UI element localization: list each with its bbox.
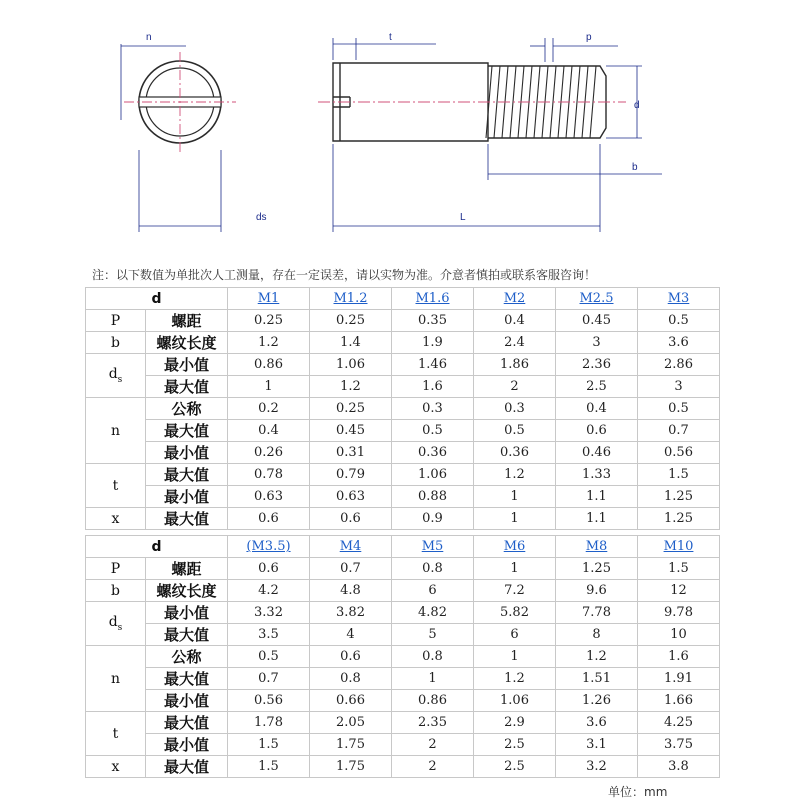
table-cell: 2.36 xyxy=(556,354,638,376)
row-symbol-ds: $d_s$ xyxy=(86,602,146,646)
table-cell: 3.82 xyxy=(310,602,392,624)
row-symbol: P xyxy=(86,558,146,580)
table-cell: 0.5 xyxy=(474,420,556,442)
table-cell: 0.7 xyxy=(638,420,720,442)
table-cell: 0.26 xyxy=(228,442,310,464)
table-cell: 0.6 xyxy=(310,646,392,668)
table-cell: 3 xyxy=(638,376,720,398)
table-cell: 1.06 xyxy=(310,354,392,376)
dim-label-p: p xyxy=(586,32,592,43)
table-cell: 1.2 xyxy=(474,464,556,486)
table-cell: 12 xyxy=(638,580,720,602)
row-label: 螺距 xyxy=(146,310,228,332)
table-cell: 4.25 xyxy=(638,712,720,734)
table-cell: 8 xyxy=(556,624,638,646)
table-cell: 1.25 xyxy=(556,558,638,580)
table-cell: 0.9 xyxy=(392,508,474,530)
row-label: 最大值 xyxy=(146,712,228,734)
table-cell: 4.82 xyxy=(392,602,474,624)
table-cell: 0.5 xyxy=(638,398,720,420)
table-cell: 1.9 xyxy=(392,332,474,354)
dim-label-n: n xyxy=(146,32,152,43)
unit-label: 单位：mm xyxy=(608,785,668,799)
table-cell: 1 xyxy=(392,668,474,690)
table-cell: 0.45 xyxy=(310,420,392,442)
table-cell: 1.25 xyxy=(638,508,720,530)
table-cell: 2.4 xyxy=(474,332,556,354)
size-m8[interactable]: M8 xyxy=(556,536,638,558)
table-cell: 1.6 xyxy=(638,646,720,668)
table-cell: 0.6 xyxy=(228,558,310,580)
table-row xyxy=(86,464,720,486)
table-cell: 3.75 xyxy=(638,734,720,756)
table-cell: 1 xyxy=(474,508,556,530)
row-symbol: t xyxy=(86,464,146,508)
row-label: 螺距 xyxy=(146,558,228,580)
table-cell: 0.4 xyxy=(228,420,310,442)
row-label: 最大值 xyxy=(146,464,228,486)
header-symbol: d xyxy=(86,288,228,310)
dim-label-t: t xyxy=(389,32,392,43)
table-cell: 9.78 xyxy=(638,602,720,624)
table-cell: 1.5 xyxy=(638,464,720,486)
table-cell: 0.6 xyxy=(556,420,638,442)
row-label: 最小值 xyxy=(146,354,228,376)
table-cell: 1.5 xyxy=(638,558,720,580)
table-cell: 1.46 xyxy=(392,354,474,376)
table-cell: 1 xyxy=(474,646,556,668)
table-cell: 2.5 xyxy=(474,734,556,756)
size-m6[interactable]: M6 xyxy=(474,536,556,558)
table-row xyxy=(86,398,720,420)
table-cell: 9.6 xyxy=(556,580,638,602)
end-view xyxy=(124,52,236,155)
table-cell: 0.7 xyxy=(228,668,310,690)
table-row xyxy=(86,690,720,712)
table-row xyxy=(86,624,720,646)
row-label: 最大值 xyxy=(146,624,228,646)
dim-label-ds: ds xyxy=(256,212,267,223)
row-symbol: t xyxy=(86,712,146,756)
table-cell: 4.8 xyxy=(310,580,392,602)
table-cell: 0.86 xyxy=(392,690,474,712)
table-cell: 1.91 xyxy=(638,668,720,690)
size-m1-6[interactable]: M1.6 xyxy=(392,288,474,310)
size-m1-2[interactable]: M1.2 xyxy=(310,288,392,310)
table-cell: 1.2 xyxy=(474,668,556,690)
table-cell: 5 xyxy=(392,624,474,646)
table-cell: 1.06 xyxy=(474,690,556,712)
table-cell: 0.4 xyxy=(474,310,556,332)
table-cell: 3.6 xyxy=(556,712,638,734)
size-m10[interactable]: M10 xyxy=(638,536,720,558)
table-cell: 0.36 xyxy=(474,442,556,464)
table-row xyxy=(86,712,720,734)
table-cell: 1.86 xyxy=(474,354,556,376)
table-cell: 4 xyxy=(310,624,392,646)
table-cell: 1.2 xyxy=(228,332,310,354)
table-cell: 4.2 xyxy=(228,580,310,602)
row-symbol: P xyxy=(86,310,146,332)
table-cell: 1.66 xyxy=(638,690,720,712)
table-cell: 10 xyxy=(638,624,720,646)
size-m3-5[interactable]: (M3.5) xyxy=(228,536,310,558)
dim-label-d: d xyxy=(634,100,640,111)
table-cell: 1.26 xyxy=(556,690,638,712)
table-cell: 2.5 xyxy=(474,756,556,778)
row-symbol: n xyxy=(86,646,146,712)
row-label: 最小值 xyxy=(146,734,228,756)
table-cell: 1 xyxy=(474,558,556,580)
side-view-dimensions xyxy=(333,38,662,232)
row-symbol: x xyxy=(86,756,146,778)
size-m2-5[interactable]: M2.5 xyxy=(556,288,638,310)
row-label: 最小值 xyxy=(146,690,228,712)
table-cell: 0.86 xyxy=(228,354,310,376)
table-cell: 1.5 xyxy=(228,734,310,756)
table-row xyxy=(86,486,720,508)
table-cell: 1 xyxy=(474,486,556,508)
disclaimer-note: 注：以下数值为单批次人工测量，存在一定误差，请以实物为准。介意者慎拍或联系客服咨询！ xyxy=(92,268,597,282)
table-cell: 0.56 xyxy=(638,442,720,464)
table-cell: 1.75 xyxy=(310,756,392,778)
table-cell: 0.8 xyxy=(392,558,474,580)
table-cell: 0.36 xyxy=(392,442,474,464)
table-cell: 2.86 xyxy=(638,354,720,376)
table-cell: 1.33 xyxy=(556,464,638,486)
size-m2[interactable]: M2 xyxy=(474,288,556,310)
table-cell: 3.6 xyxy=(638,332,720,354)
table-row xyxy=(86,602,720,624)
table-cell: 2.35 xyxy=(392,712,474,734)
size-m1[interactable]: M1 xyxy=(228,288,310,310)
table-row xyxy=(86,310,720,332)
table-row xyxy=(86,332,720,354)
table-cell: 1.1 xyxy=(556,486,638,508)
table-cell: 0.63 xyxy=(310,486,392,508)
table-row xyxy=(86,442,720,464)
table-cell: 0.5 xyxy=(392,420,474,442)
table-cell: 3.2 xyxy=(556,756,638,778)
size-m4[interactable]: M4 xyxy=(310,536,392,558)
table-cell: 0.4 xyxy=(556,398,638,420)
dim-label-b: b xyxy=(632,162,638,173)
table-row xyxy=(86,756,720,778)
table-cell: 2.05 xyxy=(310,712,392,734)
table-cell: 0.7 xyxy=(310,558,392,580)
screw-technical-drawing xyxy=(0,0,807,260)
table-cell: 0.25 xyxy=(310,310,392,332)
header-symbol: d xyxy=(86,536,228,558)
row-label: 最大值 xyxy=(146,376,228,398)
table-cell: 3.5 xyxy=(228,624,310,646)
row-label: 最大值 xyxy=(146,508,228,530)
table-row xyxy=(86,734,720,756)
table-cell: 3.8 xyxy=(638,756,720,778)
row-label: 最小值 xyxy=(146,442,228,464)
table-cell: 6 xyxy=(392,580,474,602)
row-label: 最小值 xyxy=(146,486,228,508)
table-cell: 0.79 xyxy=(310,464,392,486)
row-label: 最小值 xyxy=(146,602,228,624)
table-row xyxy=(86,376,720,398)
table-row xyxy=(86,580,720,602)
table-cell: 2.9 xyxy=(474,712,556,734)
table-cell: 0.5 xyxy=(228,646,310,668)
table-cell: 2 xyxy=(392,734,474,756)
row-label: 最大值 xyxy=(146,420,228,442)
table-cell: 0.3 xyxy=(474,398,556,420)
row-symbol: b xyxy=(86,580,146,602)
table-cell: 1.78 xyxy=(228,712,310,734)
table-header-row xyxy=(86,288,720,310)
table-cell: 2.5 xyxy=(556,376,638,398)
row-label: 螺纹长度 xyxy=(146,332,228,354)
table-cell: 3.1 xyxy=(556,734,638,756)
table-cell: 1.4 xyxy=(310,332,392,354)
table-cell: 6 xyxy=(474,624,556,646)
table-cell: 0.25 xyxy=(310,398,392,420)
spec-table-2 xyxy=(85,535,720,778)
table-cell: 0.78 xyxy=(228,464,310,486)
table-cell: 0.66 xyxy=(310,690,392,712)
table-row xyxy=(86,558,720,580)
table-cell: 7.2 xyxy=(474,580,556,602)
row-label: 最大值 xyxy=(146,668,228,690)
table-cell: 1.5 xyxy=(228,756,310,778)
table-cell: 0.63 xyxy=(228,486,310,508)
end-view-dimensions xyxy=(121,44,221,232)
dim-label-L: L xyxy=(460,212,466,223)
table-cell: 7.78 xyxy=(556,602,638,624)
spec-table-1 xyxy=(85,287,720,530)
table-cell: 1.2 xyxy=(310,376,392,398)
table-cell: 0.88 xyxy=(392,486,474,508)
table-cell: 0.25 xyxy=(228,310,310,332)
table-cell: 0.45 xyxy=(556,310,638,332)
row-label: 最大值 xyxy=(146,756,228,778)
row-symbol: x xyxy=(86,508,146,530)
table-cell: 0.46 xyxy=(556,442,638,464)
table-cell: 3.32 xyxy=(228,602,310,624)
table-row xyxy=(86,420,720,442)
table-cell: 0.2 xyxy=(228,398,310,420)
table-cell: 2 xyxy=(392,756,474,778)
table-row xyxy=(86,646,720,668)
table-cell: 5.82 xyxy=(474,602,556,624)
row-symbol-ds: $d_s$ xyxy=(86,354,146,398)
row-symbol: n xyxy=(86,398,146,464)
table-cell: 0.5 xyxy=(638,310,720,332)
row-label: 螺纹长度 xyxy=(146,580,228,602)
table-header-row xyxy=(86,536,720,558)
table-cell: 1.2 xyxy=(556,646,638,668)
table-cell: 1.06 xyxy=(392,464,474,486)
size-m3[interactable]: M3 xyxy=(638,288,720,310)
table-cell: 1.25 xyxy=(638,486,720,508)
table-cell: 0.8 xyxy=(392,646,474,668)
table-cell: 1.51 xyxy=(556,668,638,690)
size-m5[interactable]: M5 xyxy=(392,536,474,558)
table-cell: 0.3 xyxy=(392,398,474,420)
table-cell: 2 xyxy=(474,376,556,398)
row-symbol: b xyxy=(86,332,146,354)
table-cell: 1.6 xyxy=(392,376,474,398)
table-row xyxy=(86,354,720,376)
table-cell: 0.35 xyxy=(392,310,474,332)
table-cell: 3 xyxy=(556,332,638,354)
table-cell: 1 xyxy=(228,376,310,398)
table-cell: 0.6 xyxy=(228,508,310,530)
row-label: 公称 xyxy=(146,646,228,668)
table-cell: 1.1 xyxy=(556,508,638,530)
table-cell: 0.56 xyxy=(228,690,310,712)
table-row xyxy=(86,668,720,690)
table-row xyxy=(86,508,720,530)
row-label: 公称 xyxy=(146,398,228,420)
table-cell: 1.75 xyxy=(310,734,392,756)
table-cell: 0.31 xyxy=(310,442,392,464)
table-cell: 0.6 xyxy=(310,508,392,530)
table-cell: 0.8 xyxy=(310,668,392,690)
